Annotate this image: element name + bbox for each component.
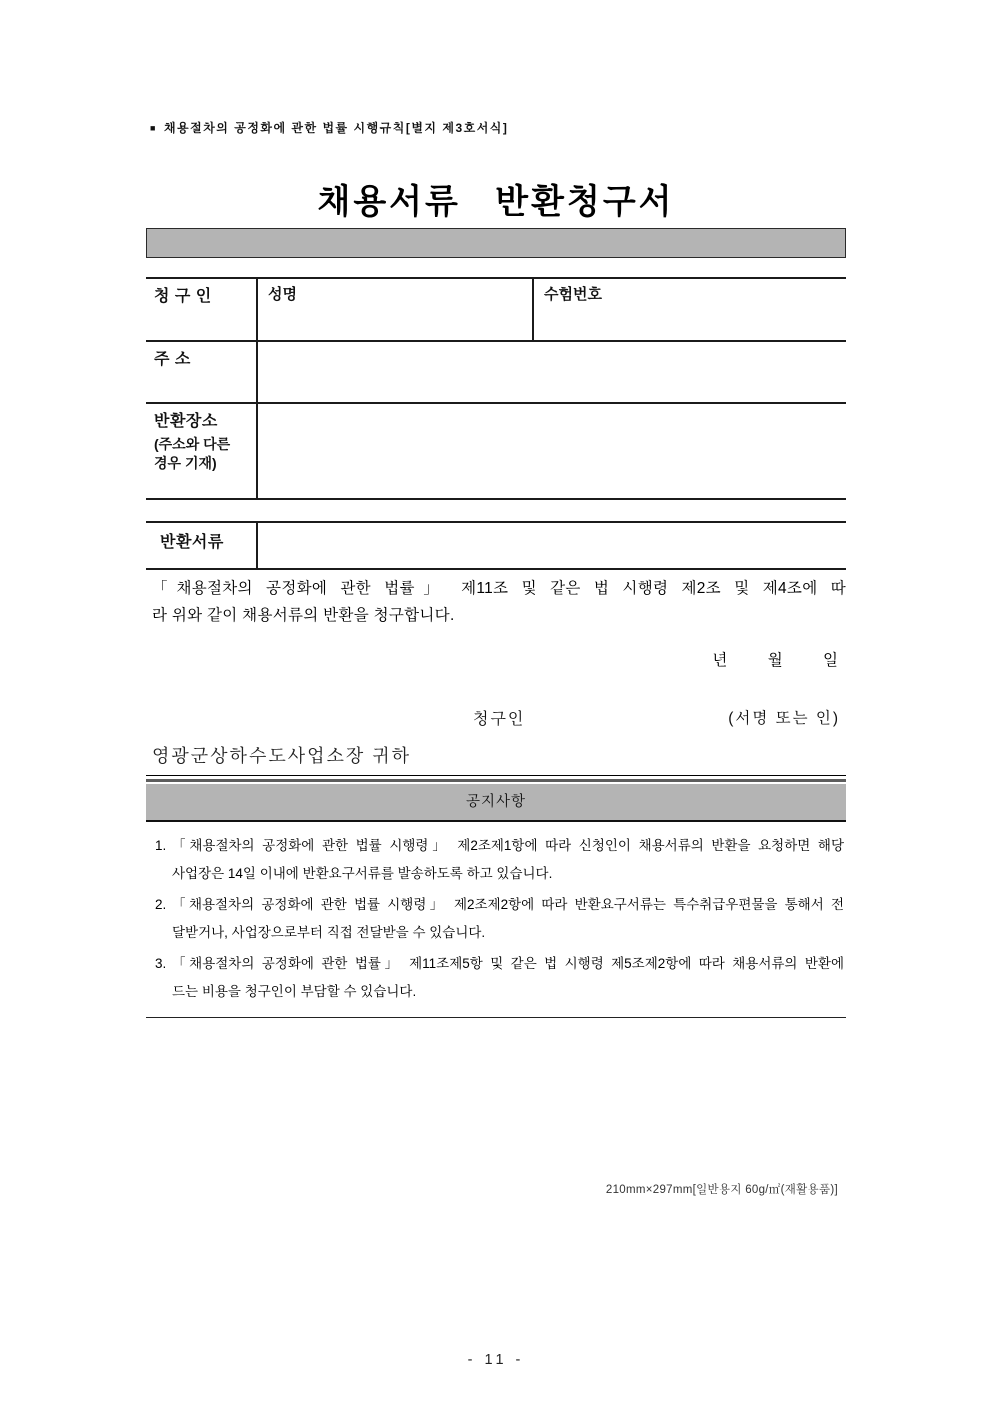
table-row-claimant: [146, 279, 846, 342]
signature-claimant-label: 청구인: [473, 711, 526, 728]
horizontal-rule: [146, 775, 846, 776]
notice-item-text: [172, 950, 846, 1006]
table-row-return-place: [146, 404, 846, 500]
form-reference-text: 채용절차의 공정화에 관한 법률 시행규칙[별지 제3호서식]: [163, 121, 509, 135]
notice-item: [146, 950, 846, 1006]
return-documents-label: 반환서류: [146, 523, 258, 568]
name-cell: [258, 279, 534, 340]
notice-item-line1: 「채용절차의 공정화에 관한 법률」 제11조제5항 및 같은 법 시행령 제5조제2항에 따라 채용서류의 반환에: [172, 956, 844, 971]
notice-item: [146, 891, 846, 947]
month-label: 월: [767, 652, 783, 669]
year-label: 년: [712, 652, 728, 669]
return-place-note-line2: 경우 기재): [154, 455, 217, 471]
sign-or-seal-label: (서명 또는 인): [728, 710, 840, 727]
notice-item-line2: 사업장은 14일 이내에 반환요구서류를 발송하도록 하고 있습니다.: [172, 866, 553, 881]
notice-item-line1: 「채용절차의 공정화에 관한 법률 시행령」 제2조제2항에 따라 반환요구서류는 특수취급우편물을 통해서 전: [172, 897, 844, 912]
form-reference: [150, 119, 508, 136]
notice-item-number: 3.: [155, 956, 167, 971]
day-label: 일: [823, 652, 838, 669]
notice-item-line1: 「채용절차의 공정화에 관한 법률 시행령」 제2조제1항에 따라 신청인이 채용서류의 반환을 요청하면 해당: [172, 838, 844, 853]
return-place-note: [154, 435, 250, 473]
return-place-label-cell: [146, 404, 258, 498]
claimant-label: 청 구 인: [146, 279, 258, 340]
declaration-line2: 라 위와 같이 채용서류의 반환을 청구합니다.: [152, 607, 455, 624]
notice-item-text: [172, 832, 846, 888]
return-documents-input[interactable]: [258, 523, 846, 568]
claimant-info-table: [146, 277, 846, 500]
return-documents-table: [146, 521, 846, 570]
declaration-paragraph: [146, 575, 846, 629]
page-number: - 11 -: [467, 1352, 525, 1368]
notice-header: [146, 779, 846, 822]
notice-list: [146, 828, 846, 1018]
address-input[interactable]: [258, 342, 846, 402]
return-place-label: 반환장소: [154, 413, 218, 430]
recipient-line: 영광군상하수도사업소장 귀하: [152, 746, 412, 766]
name-input[interactable]: [297, 282, 315, 303]
return-place-input[interactable]: [258, 404, 846, 498]
date-line: [146, 648, 838, 670]
table-row-address: [146, 342, 846, 404]
declaration-line1: 「채용절차의 공정화에 관한 법률」 제11조 및 같은 법 시행령 제2조 및 제4조에 따: [152, 580, 846, 597]
notice-item-line2: 드는 비용을 청구인이 부담할 수 있습니다.: [172, 984, 417, 999]
top-gray-bar: [146, 228, 846, 258]
notice-item-text: [172, 891, 846, 947]
signature-row: [146, 706, 846, 732]
exam-number-cell: [534, 279, 846, 340]
name-label: 성명: [268, 286, 297, 303]
notice-item: [146, 832, 846, 888]
notice-item-line2: 달받거나, 사업장으로부터 직접 전달받을 수 있습니다.: [172, 925, 486, 940]
address-label: 주 소: [146, 342, 258, 402]
page-title: 채용서류 반환청구서: [317, 183, 675, 221]
notice-item-number: 2.: [155, 897, 167, 912]
notice-header-title: 공지사항: [146, 784, 846, 822]
notice-item-number: 1.: [155, 838, 167, 853]
exam-number-label: 수험번호: [544, 286, 602, 303]
paper-spec: 210mm×297mm[일반용지 60g/㎡(재활용품)]: [605, 1184, 838, 1196]
return-place-note-line1: (주소와 다른: [154, 436, 231, 452]
exam-number-input[interactable]: [602, 282, 620, 303]
square-bullet-icon: ■: [150, 123, 157, 133]
